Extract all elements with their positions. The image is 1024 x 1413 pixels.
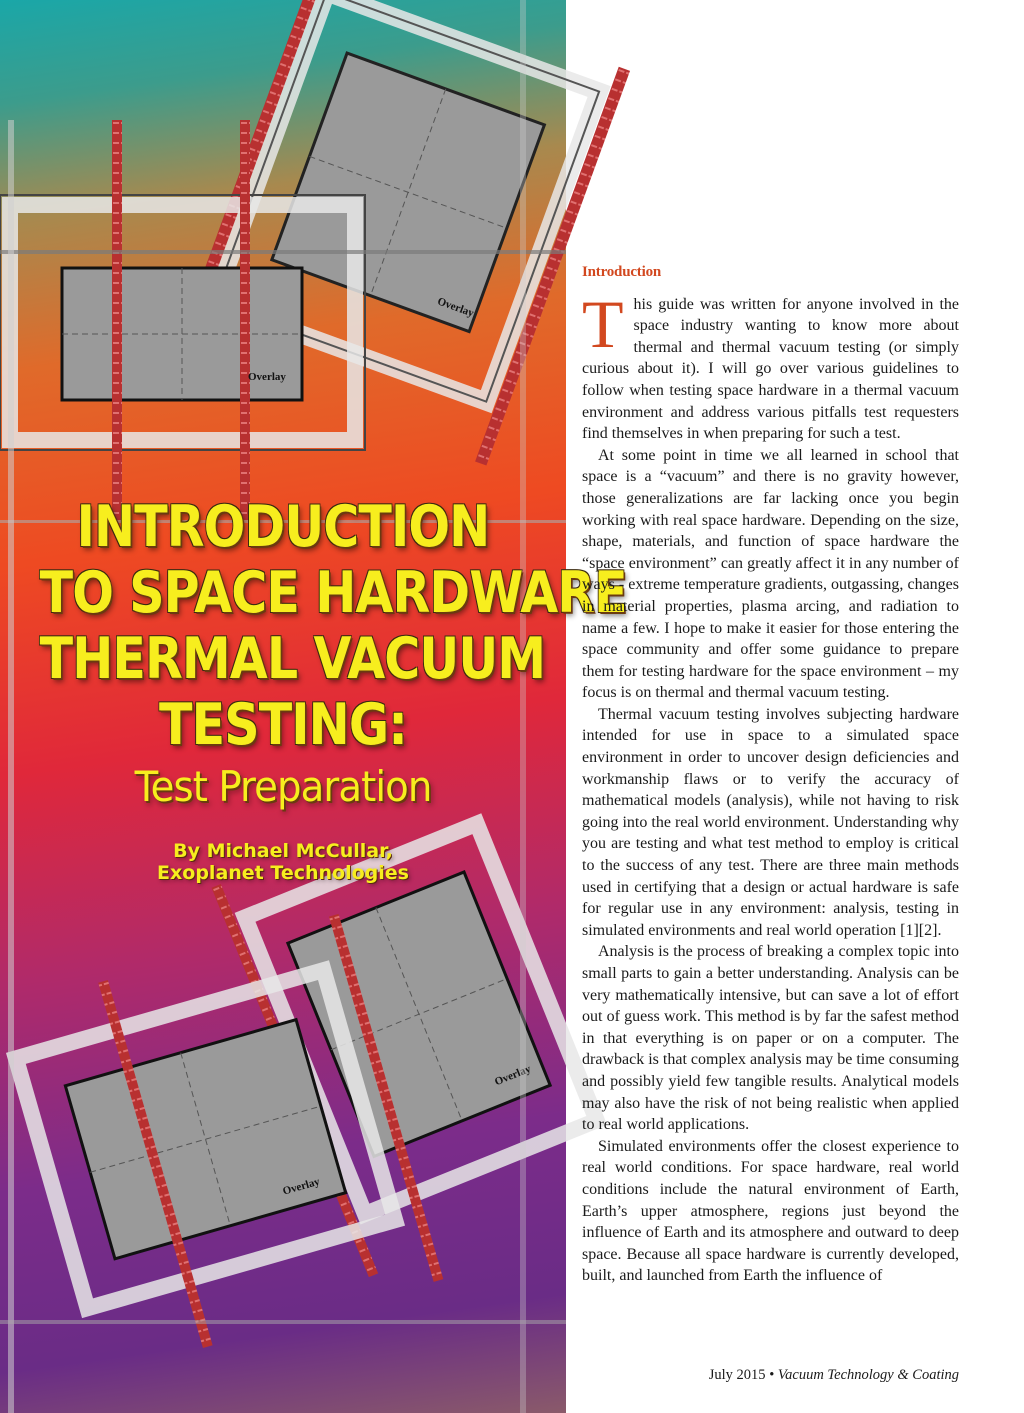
article-paragraph-4: Analysis is the process of breaking a complex topic into small parts to gain a better understanding. Analysis can be very mathematically intensive, but can save a lot of effort out of guess work. This method is by far the safest method in that everything is on paper or on a computer. The drawback is that complex analysis may be time consuming and possibly yield few tangible results. Analytical models may also have the risk of not being realistic when applied to real world applications.	[582, 943, 959, 1134]
author-byline: By Michael McCullar,	[173, 840, 393, 862]
cover-title-line-4: TESTING:	[159, 692, 407, 758]
article-paragraph-5: Simulated environments offer the closest experience to real world conditions. For space hardware, real world conditions include the natural environment of Earth, Earth’s upper atmosphere, regions just beyond the influence of Earth and its atmosphere and outward to deep space. Because all space hardware is currently developed, built, and launched from Earth the influence of	[582, 1137, 959, 1285]
cover-title-line-3: THERMAL VACUUM	[39, 626, 546, 692]
page-footer	[582, 1367, 959, 1384]
footer-publication: Vacuum Technology & Coating	[777, 1367, 959, 1383]
author-affiliation: Exoplanet Technologies	[157, 862, 409, 884]
paragraph-1-text: his guide was written for anyone involved in the space industry wanting to know more about thermal and thermal vacuum testing (or simply curious about it). I will go over various guidelines to follow when testing space hardware in a thermal vacuum environment and address various pitfalls test requesters find themselves in when preparing for such a test.	[582, 295, 959, 443]
article-body	[582, 262, 959, 1287]
overlay-label-top: Overlay	[435, 295, 476, 320]
article-paragraph-2: At some point in time we all learned in school that space is a “vacuum” and there is no gravity however, those generalizations are far lacking once you begin working with real space hardware. Depending on the size, shape, materials, and function of space hardware the “space environment” can greatly affect it in any number of ways - extreme temperature gradients, outgassing, changes in material properties, plasma arcing, and radiation to name a few. I hope to make it easier for those entering the space community and offer some guidance to prepare them for testing hardware for the space environment – my focus is on thermal and thermal vacuum testing.	[582, 446, 959, 702]
article-paragraph-3: Thermal vacuum testing involves subjecting hardware intended for use in space to a simulated space environment in order to uncover design deficiencies and workmanship flaws or to verify the accuracy of mathematical models (analysis), while not having to risk going into the real world environment. Understanding why you are testing and what test method to employ is critical to the success of any test. There are three main methods used in certifying that a design or actual hardware is safe for regular use in any environment: analysis, testing in simulated environments and real world operation [1][2].	[582, 705, 959, 939]
footer-date: July 2015	[708, 1367, 766, 1383]
cover-subtitle: Test Preparation	[134, 762, 432, 811]
overlay-label-bottom-right: Overlay	[492, 1062, 533, 1089]
footer-separator: •	[769, 1367, 775, 1383]
drop-cap: T	[582, 285, 624, 362]
cover-title-line-2: TO SPACE HARDWARE	[39, 560, 627, 626]
article-paragraph-1	[582, 285, 959, 445]
section-heading: Introduction	[582, 264, 662, 280]
overlay-label-left: Overlay	[248, 371, 286, 383]
cover-title-line-1: INTRODUCTION	[76, 494, 490, 560]
overlay-label-bottom-left: Overlay	[281, 1175, 322, 1198]
